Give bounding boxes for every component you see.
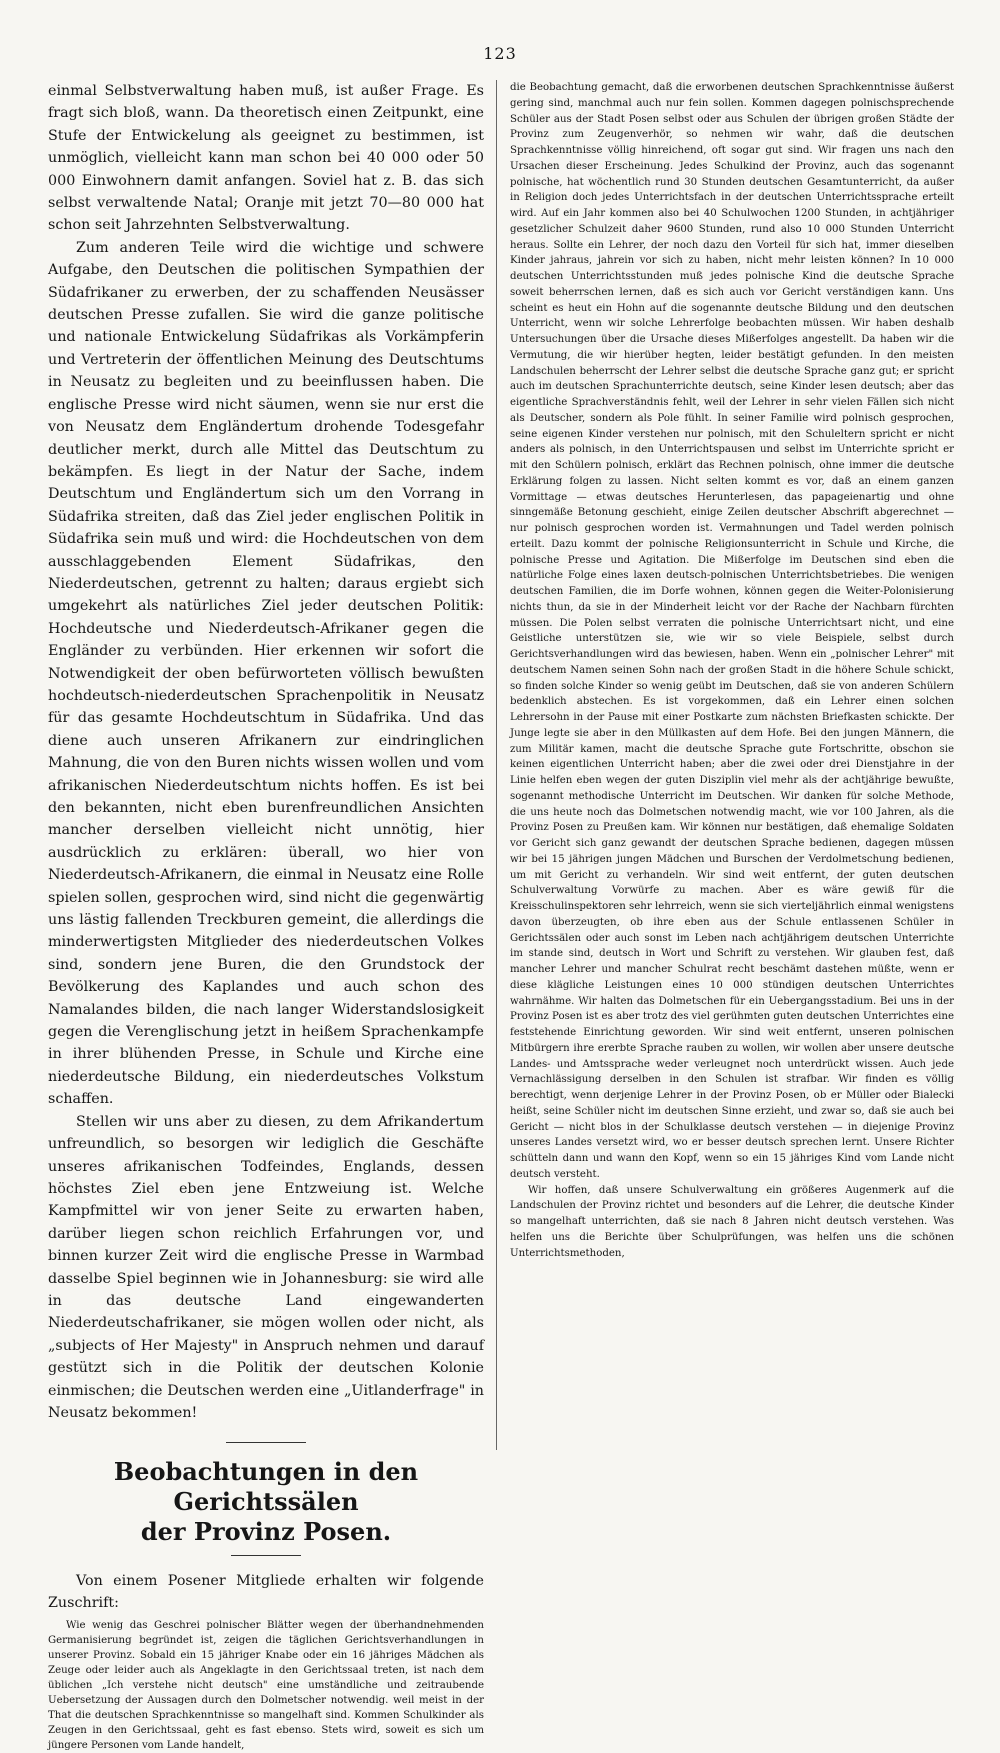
column-rule: [496, 80, 497, 1450]
letter-paragraph: Wir hoffen, daß unsere Schulverwaltung ein größeres Augenmerk auf die Landschulen der Provinz richtet und besonders auf die Lehrer, die deutsche Kinder so mangelhaft unterrichten, daß sie nach 8 Jahren nicht deutsch verstehen. Was helfen uns die Berichte über Schulprüfungen, was helfen uns die schönen Unterrichtsmethoden,: [510, 1184, 954, 1259]
left-column: [48, 80, 484, 1753]
letter-paragraph: Wie wenig das Geschrei polnischer Blätter wegen der überhandnehmenden Germanisierung begründet ist, zeigen die täglichen Gerichtsverhandlungen in unserer Provinz. Sobald ein 15 jähriger Knabe oder ein 16 jähriges Mädchen als Zeuge oder leider auch als Angeklagte in den Gerichtssaal treten, ist nach dem üblichen „Ich verstehe nicht deutsch" eine umständliche und zeitraubende Uebersetzung der Aussagen durch den Dolmetscher notwendig. weil meist in der That die deutschen Sprachkenntnisse so mangelhaft sind. Kommen Schulkinder als Zeugen in den Gerichtssaal, geht es fast ebenso. Stets wird, soweit es sich um jüngere Personen vom Lande handelt,: [48, 1620, 484, 1752]
heading-line: der Provinz Posen.: [140, 1517, 392, 1547]
heading-divider: [231, 1555, 301, 1556]
page-number: 123: [483, 44, 517, 63]
letter-paragraph: die Beobachtung gemacht, daß die erworbenen deutschen Sprachkenntnisse äußerst gering sind, manchmal auch nur fein sollen. Kommen dagegen polnischsprechende Schüler aus der Stadt Posen selbst oder aus Schulen der übrigen großen Städte der Provinz zum Zeugenverhör, so nehmen wir wahr, daß die deutschen Sprachkenntnisse völlig hinreichend, oft sogar gut sind. Wir fragen uns nach den Ursachen dieser Erscheinung. Jedes Schulkind der Provinz, auch das sogenannt polnische, hat wöchentlich rund 30 Stunden deutschen Gesamtunterricht, da außer in Religion doch jedes Unterrichtsfach in der deutschen Unterrichtssprache erteilt wird. Auf ein Jahr kommen also bei 40 Schulwochen 1200 Stunden, in achtjähriger gesetzlicher Schulzeit daher 9600 Stunden, rund also 10 000 Stunden Unterricht heraus. Sollte ein Lehrer, der noch dazu den Vorteil für sich hat, immer dieselben Kinder jahraus, jahrein vor sich zu haben, nicht mehr leisten können? In 10 000 deutschen Unterrichtsstunden muß jedes polnische Kind die deutsche Sprache soweit beherrschen lernen, daß es sich auch vor Gericht verständigen kann. Uns scheint es heut ein Hohn auf die sogenannte deutsche Bildung und den deutschen Unterricht, wenn wir solche Lehrerfolge beobachten müssen. Wir haben deshalb Untersuchungen über die Ursache dieses Mißerfolges angestellt. Da haben wir die Vermutung, die wir hierüber hegten, leider bestätigt gefunden. In den meisten Landschulen beherrscht der Lehrer selbst die deutsche Sprache ganz gut; er spricht auch im deutschen Sprachunterrichte deutsch, seine Kinder lesen deutsch; aber das eigentliche Sprachverständnis fehlt, weil der Lehrer in sehr vielen Fällen sich nicht als Deutscher, sondern als Pole fühlt. In seiner Familie wird polnisch gesprochen, seine eigenen Kinder verstehen nur polnisch, mit den Schuleltern spricht er nicht anders als polnisch, in den Unterrichtspausen und selbst im Unterrichte spricht er mit den Schülern polnisch, erklärt das Rechnen polnisch, ohne immer die deutsche Erklärung folgen zu lassen. Nicht selten kommt es vor, daß an einem ganzen Vormittage — etwas deutsches Herunterlesen, das papageienartig und ohne sinngemäße Betonung geschieht, einige Zeilen deutscher Abschrift abgerechnet — nur polnisch gesprochen worden ist. Vermahnungen und Tadel werden polnisch erteilt. Dazu kommt der polnische Religionsunterricht in Schule und Kirche, die polnische Presse und Agitation. Die Mißerfolge im Deutschen sind eben die natürliche Folge eines laxen deutsch-polnischen Unterrichtsbetriebes. Die wenigen deutschen Familien, die im Dorfe wohnen, können gegen die Weiter-Polonisierung nichts thun, da sie in der Minderheit leicht vor der Rache der Nachbarn fürchten müssen. Die Polen selbst verraten die polnische Unterrichtsart nicht, und eine Geistliche unterstützen sie, wie wir so viele Beispiele, selbst durch Gerichtsverhandlungen wird das bewiesen, haben. Wenn ein „polnischer Lehrer" mit deutschem Namen seinen Sohn nach der großen Stadt in die höhere Schule schickt, so finden solche Kinder so wenig geübt im Deutschen, daß sie von anderen Schülern bedenklich abstechen. Es ist vorgekommen, daß ein Lehrer einen solchen Lehrersohn in der Pause mit einer Postkarte zum nächsten Briefkasten schickte. Der Junge legte sie aber in den Müllkasten auf dem Hofe. Bei den jungen Männern, die zum Militär kamen, macht die deutsche Sprache gute Fortschritte, obschon sie keinen eigentlichen Unterricht haben; aber die zwei oder drei Dienstjahre in der Linie helfen eben wegen der guten Disziplin viel mehr als der achtjährige bewußte, sogenannt methodische Unterricht im Deutschen. Wir danken für solche Methode, die uns heute noch das Dolmetschen notwendig macht, wie vor 100 Jahren, als die Provinz Posen zu Preußen kam. Wir können nur bestätigen, daß ehemalige Soldaten vor Gericht sich ganz gewandt der deutschen Sprache bedienen, dagegen müssen wir bei 15 jährigen jungen Mädchen und Burschen der Verdolmetschung bedienen, um mit Gericht zu verhandeln. Wir sind weit entfernt, der guten deutschen Schulverwaltung Vorwürfe zu machen. Aber es wäre gewiß für die Kreisschulinspektoren sehr lehrreich, wenn sie sich vierteljährlich einmal wenigstens davon überzeugten, ob ihre eben aus der Schule entlassenen Schüler in Gerichtssälen oder auch sonst im Leben nach achtjährigem deutschen Unterrichte im stande sind, deutsch in Wort und Schrift zu verstehen. Wir glauben fest, daß mancher Lehrer und mancher Schulrat recht beschämt dastehen müßte, wenn er diese klägliche Leistungen eines 10 000 stündigen deutschen Unterrichtes wahrnähme. Wir halten das Dolmetschen für ein Uebergangsstadium. Bei uns in der Provinz Posen ist es aber trotz des viel gerühmten guten deutschen Unterrichtes eine feststehende Einrichtung geworden. Wir sind weit entfernt, unseren polnischen Mitbürgern ihre ererbte Sprache rauben zu wollen, wir wollen aber unsere deutsche Landes- und Amtssprache weder verleugnet noch unterdrückt wissen. Auch jede Vernachlässigung derselben in den Schulen ist strafbar. Wir finden es völlig berechtigt, wenn derjenige Lehrer in der Provinz Posen, ob er Müller oder Bialecki heißt, seine Schüler nicht im deutschen Sinne erzieht, und zwar so, daß sie auch bei Gericht — nicht blos in der Schulklasse deutsch verstehen — in diejenige Provinz unseres Landes versetzt wird, wo er besser deutsch sprechen lernt. Unsere Richter schütteln dann und wann den Kopf, wenn so ein 15 jähriges Kind vom Lande nicht deutsch versteht.: [510, 82, 954, 1180]
heading-line: Beobachtungen in den Gerichtssälen: [113, 1457, 419, 1517]
article-intro: [48, 1570, 484, 1614]
intro-text: Von einem Posener Mitgliede erhalten wir folgende Zuschrift:: [48, 1573, 484, 1612]
section-divider: [226, 1442, 306, 1443]
letter-body: [48, 1618, 484, 1753]
article-paragraph: Zum anderen Teile wird die wichtige und schwere Aufgabe, den Deutschen die politischen Sympathien der Südafrikaner zu erwerben, der zu schaffenden Neusässer deutschen Presse zufallen. Sie wird die ganze politische und nationale Entwickelung Südafrikas als Vorkämpferin und Vertreterin der öffentlichen Meinung des Deutschtums in Neusatz zu begleiten und zu beeinflussen haben. Die englische Presse wird nicht säumen, wenn sie nur erst die von Neusatz dem Engländertum drohende Todesgefahr deutlicher merkt, durch alle Mittel das Deutschtum zu bekämpfen. Es liegt in der Natur der Sache, indem Deutschtum und Engländertum sich um den Vorrang in Südafrika streiten, daß das Ziel jeder englischen Politik in Südafrika sein muß und wird: die Hochdeutschen von dem ausschlaggebenden Element Südafrikas, den Niederdeutschen, getrennt zu halten; daraus ergiebt sich umgekehrt als natürliches Ziel jeder deutschen Politik: Hochdeutsche und Niederdeutsch-Afrikaner gegen die Engländer zu verbünden. Hier erkennen wir sofort die Notwendigkeit der oben befürworteten völlisch bewußten hochdeutsch-niederdeutschen Sprachenpolitik in Neusatz für das gesamte Hochdeutschtum in Südafrika. Und das diene auch unseren Afrikanern zur eindringlichen Mahnung, die von den Buren nichts wissen wollen und vom afrikanischen Niederdeutschtum nichts hoffen. Es ist bei den bekannten, nicht eben burenfreundlichen Ansichten mancher derselben vielleicht nicht unnötig, hier ausdrücklich zu erklären: überall, wo hier von Niederdeutsch-Afrikanern, die einmal in Neusatz eine Rolle spielen sollen, gesprochen wird, sind nicht die gegenwärtig uns lästig fallenden Treckburen gemeint, die allerdings die minderwertigsten Mitglieder des niederdeutschen Volkes sind, sondern jene Buren, die den Grundstock der Bevölkerung des Kaplandes und auch schon des Namalandes bilden, die nach langer Widerstandslosigkeit gegen die Verenglischung jetzt in heißem Sprachenkampfe in ihrer blühenden Presse, in Schule und Kirche eine niederdeutsche Bildung, ein niederdeutsches Volkstum schaffen.: [48, 239, 484, 1108]
article-heading: [48, 1457, 484, 1547]
article-paragraph: einmal Selbstverwaltung haben muß, ist außer Frage. Es fragt sich bloß, wann. Da theoretisch einen Zeitpunkt, eine Stufe der Entwickelung als geeignet zu bestimmen, ist unmöglich, vielleicht kann man schon bei 40 000 oder 50 000 Einwohnern damit anfangen. Soviel hat z. B. das sich selbst verwaltende Natal; Oranje mit jetzt 70—80 000 hat schon seit Jahrzehnten Selbstverwaltung.: [48, 83, 484, 234]
article-paragraph: Stellen wir uns aber zu diesen, zu dem Afrikandertum unfreundlich, so besorgen wir lediglich die Geschäfte unseres afrikanischen Todfeindes, Englands, dessen höchstes Ziel eben jene Entzweiung ist. Welche Kampfmittel wir von jener Seite zu erwarten haben, darüber liegen schon reichlich Erfahrungen vor, und binnen kurzer Zeit wird die englische Presse in Warmbad dasselbe Spiel beginnen wie in Johannesburg: sie wird alle in das deutsche Land eingewanderten Niederdeutschafrikaner, sie mögen wollen oder nicht, als „subjects of Her Majesty" in Anspruch nehmen und darauf gestützt sich in die Politik der deutschen Kolonie einmischen; die Deutschen werden eine „Uitlanderfrage" in Neusatz bekommen!: [48, 1113, 484, 1421]
right-column: [510, 80, 954, 1261]
